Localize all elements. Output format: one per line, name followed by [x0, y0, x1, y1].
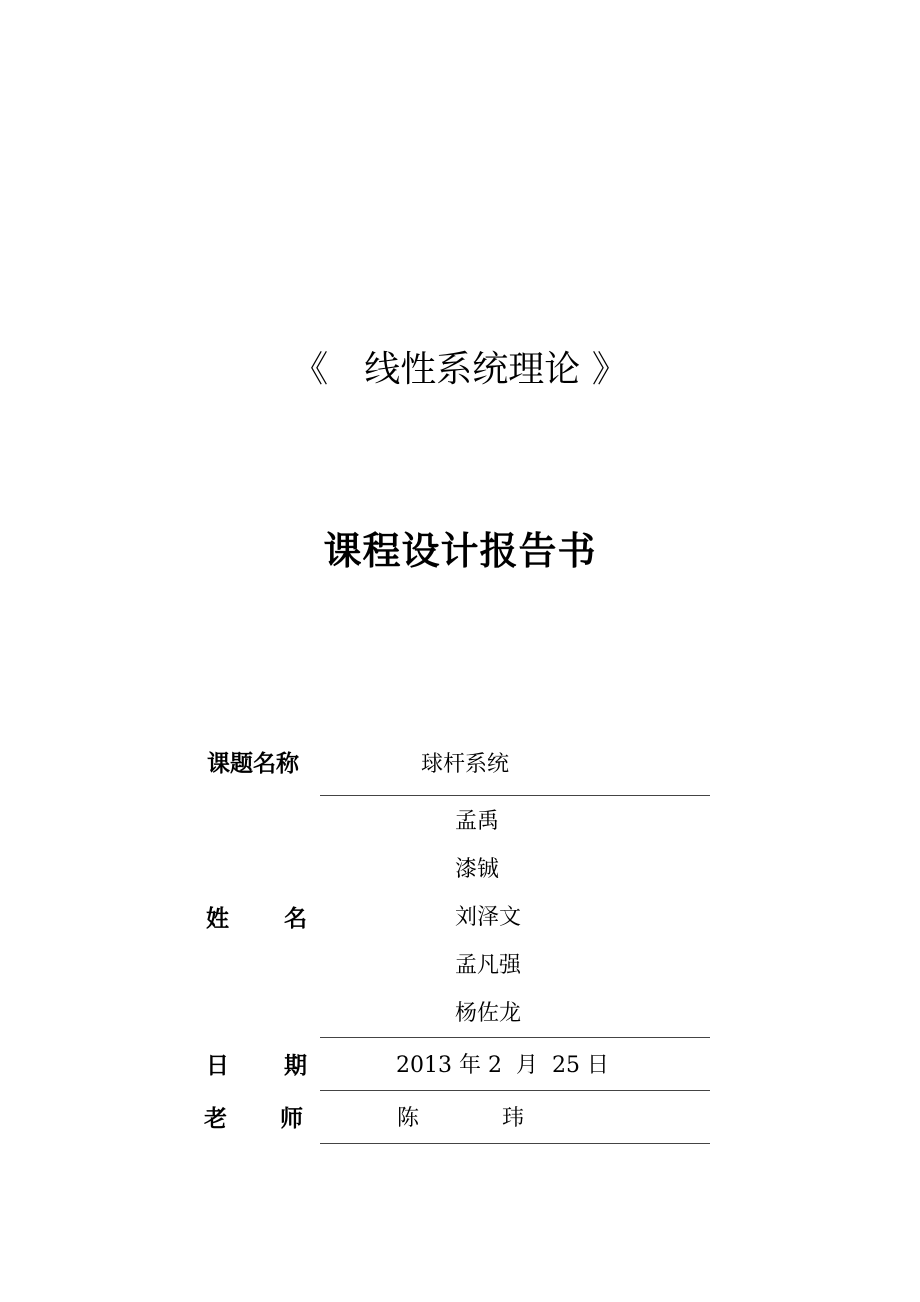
date-value: 2013 年 2 月 25 日	[396, 1053, 609, 1078]
teacher-underline	[320, 1143, 710, 1144]
topic-value: 球杆系统	[421, 752, 510, 777]
member-name: 孟凡强	[455, 953, 522, 978]
member-name: 杨佐龙	[455, 1001, 522, 1026]
teacher-value-char-2: 玮	[502, 1106, 525, 1131]
report-title: 课程设计报告书	[323, 529, 597, 573]
teacher-label-char-2: 师	[280, 1106, 303, 1132]
names-underline	[320, 1037, 710, 1038]
member-name: 漆铖	[455, 857, 500, 882]
teacher-label	[186, 1104, 321, 1134]
date-underline	[320, 1090, 710, 1091]
date-label-char-1: 日	[206, 1053, 229, 1079]
date-label	[190, 1051, 325, 1081]
topic-label: 课题名称	[207, 751, 299, 777]
teacher-label-char-1: 老	[204, 1106, 227, 1132]
name-label-char-1: 姓	[206, 906, 229, 932]
course-title: 《 线性系统理论 》	[292, 349, 628, 390]
name-label-char-2: 名	[284, 906, 307, 932]
topic-underline	[320, 795, 710, 796]
date-label-char-2: 期	[284, 1053, 307, 1079]
member-name: 孟禹	[455, 809, 500, 834]
member-name: 刘泽文	[455, 905, 522, 930]
name-label	[190, 904, 325, 934]
teacher-value-char-1: 陈	[397, 1106, 420, 1131]
